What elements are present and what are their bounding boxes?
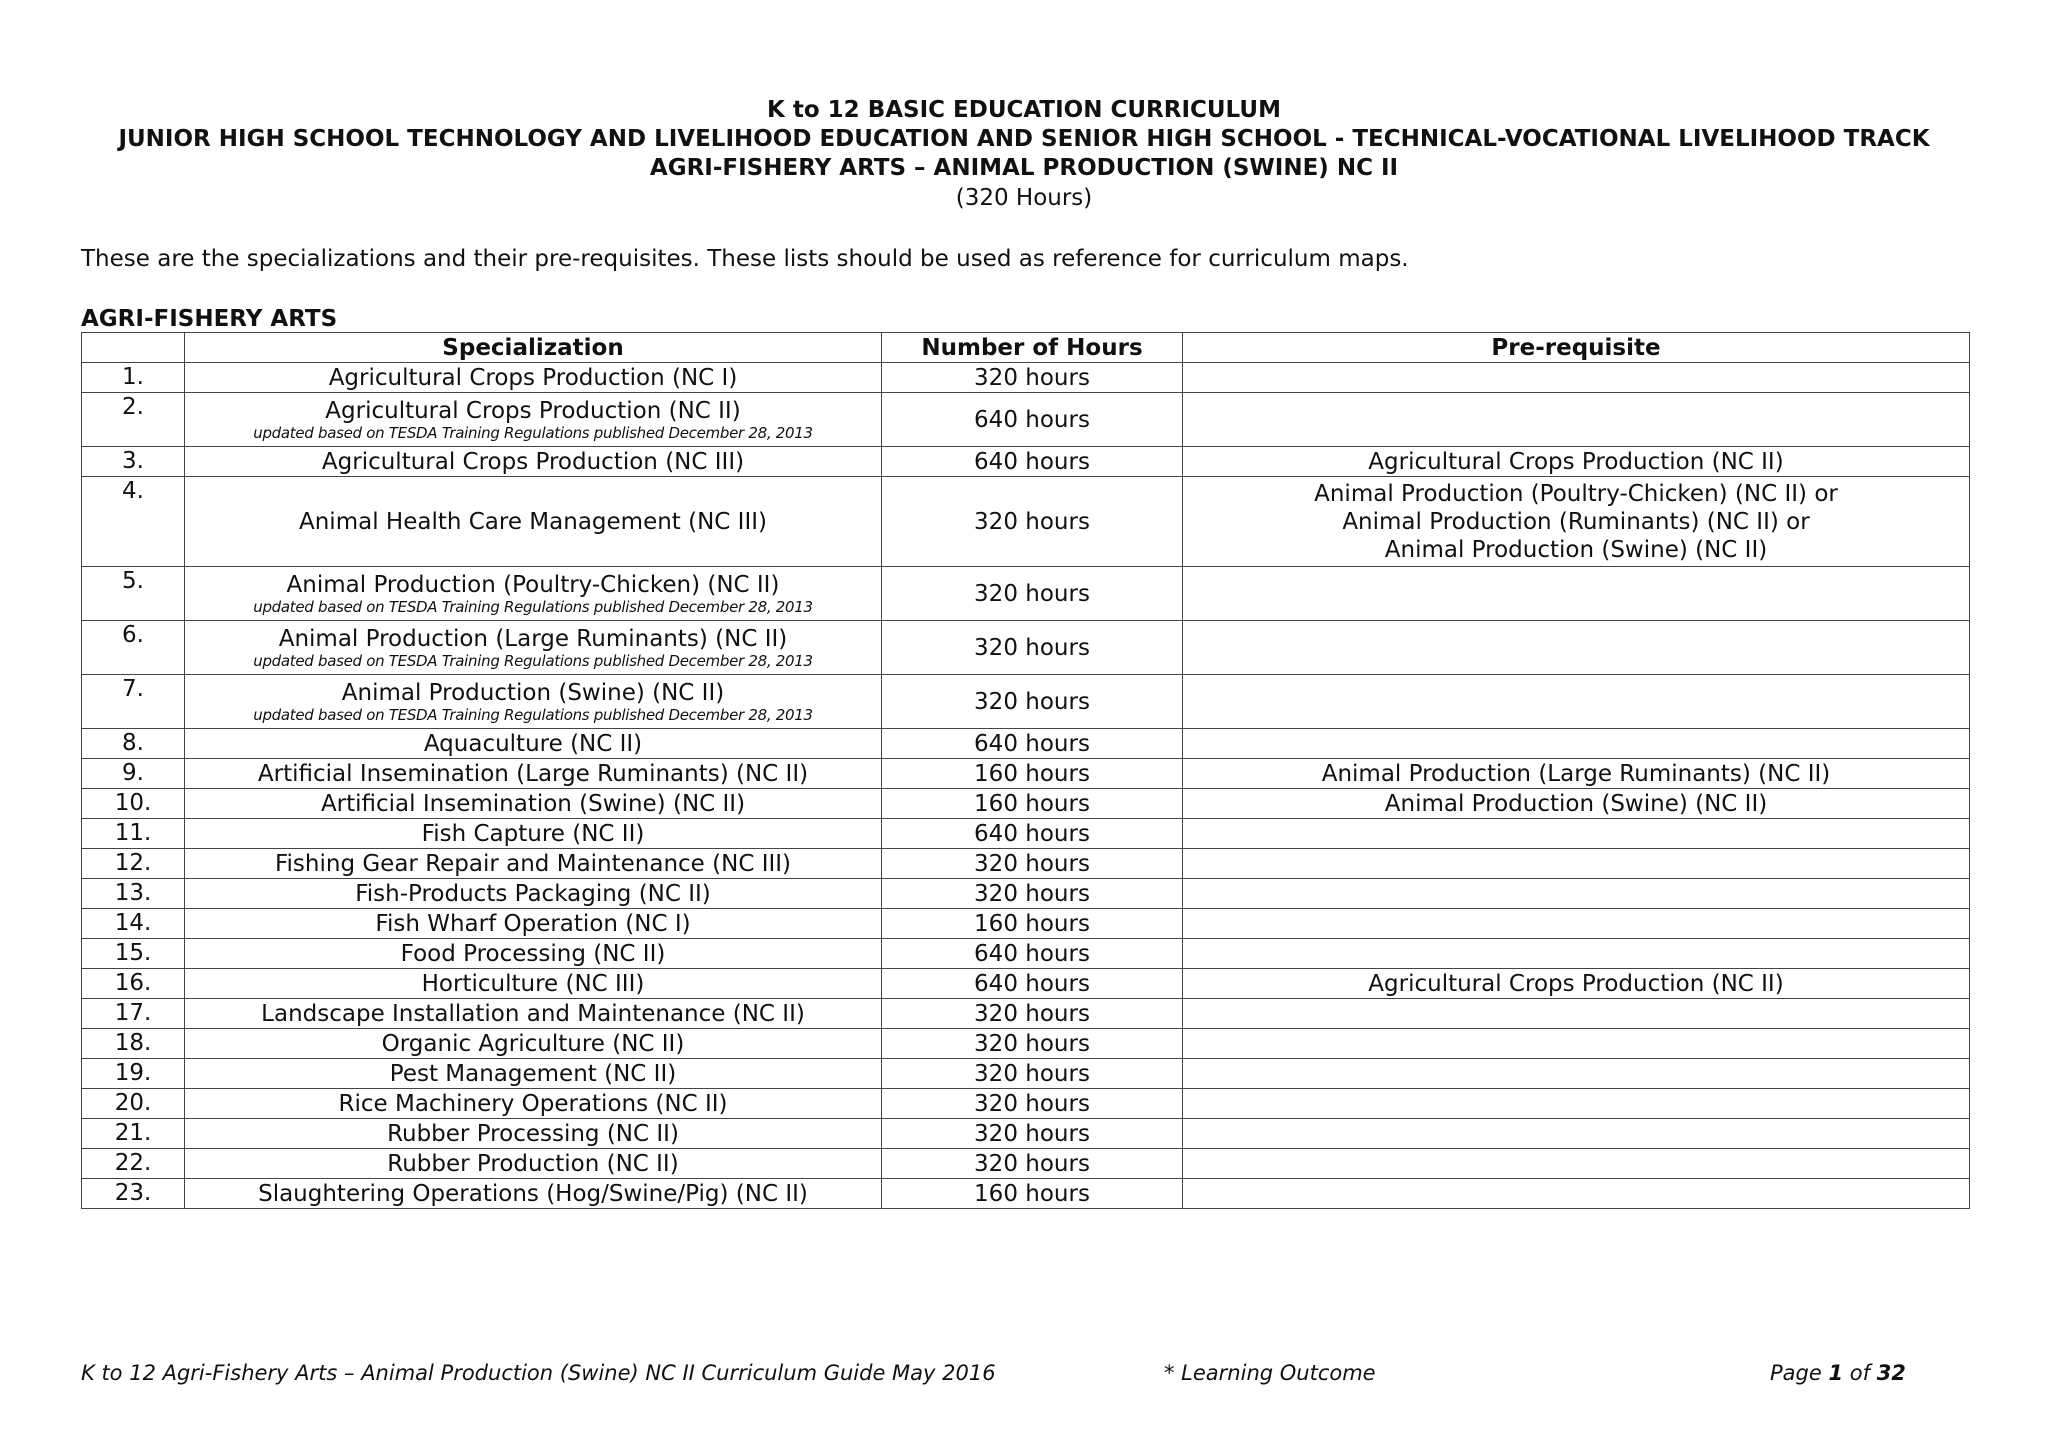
row-number: 18. xyxy=(82,1029,185,1059)
specialization-cell xyxy=(185,969,882,999)
specialization-name: Artificial Insemination (Swine) (NC II) xyxy=(320,790,746,817)
specialization-table xyxy=(81,332,1970,1209)
table-row xyxy=(82,621,1970,675)
hours-cell: 320 hours xyxy=(882,363,1183,393)
row-number: 4. xyxy=(82,477,185,567)
specialization-name: Fish Wharf Operation (NC I) xyxy=(375,910,691,937)
column-header-number xyxy=(82,333,185,363)
specialization-cell xyxy=(185,849,882,879)
specialization-cell xyxy=(185,999,882,1029)
hours-cell: 320 hours xyxy=(882,1059,1183,1089)
table-row xyxy=(82,1179,1970,1209)
table-row xyxy=(82,729,1970,759)
hours-cell: 640 hours xyxy=(882,939,1183,969)
section-heading: AGRI-FISHERY ARTS xyxy=(81,306,338,332)
prerequisite-line: Agricultural Crops Production (NC II) xyxy=(1368,448,1784,475)
specialization-name: Fishing Gear Repair and Maintenance (NC III) xyxy=(274,850,792,877)
specialization-name: Horticulture (NC III) xyxy=(421,970,645,997)
row-number: 16. xyxy=(82,969,185,999)
specialization-cell xyxy=(185,567,882,621)
footer-document-title: K to 12 Agri-Fishery Arts – Animal Production (Swine) NC II Curriculum Guide May 2016 xyxy=(81,1361,996,1385)
table-row xyxy=(82,849,1970,879)
table-row xyxy=(82,1029,1970,1059)
specialization-name: Slaughtering Operations (Hog/Swine/Pig) (NC II) xyxy=(258,1180,808,1207)
specialization-note: updated based on TESDA Training Regulations published December 28, 2013 xyxy=(253,598,813,616)
prerequisite-cell xyxy=(1183,447,1970,477)
hours-cell: 320 hours xyxy=(882,621,1183,675)
prerequisite-cell xyxy=(1183,567,1970,621)
row-number: 1. xyxy=(82,363,185,393)
specialization-name: Animal Production (Large Ruminants) (NC II) xyxy=(278,626,788,652)
specialization-name: Fish Capture (NC II) xyxy=(421,820,645,847)
table-row xyxy=(82,789,1970,819)
page-of: of xyxy=(1843,1361,1877,1385)
prerequisite-line: Animal Production (Large Ruminants) (NC II) xyxy=(1321,760,1831,787)
specialization-name: Rubber Production (NC II) xyxy=(387,1150,679,1177)
prerequisite-cell xyxy=(1183,675,1970,729)
table-row xyxy=(82,819,1970,849)
table-row xyxy=(82,675,1970,729)
prerequisite-cell xyxy=(1183,393,1970,447)
hours-cell: 320 hours xyxy=(882,999,1183,1029)
row-number: 17. xyxy=(82,999,185,1029)
intro-text: These are the specializations and their pre-requisites. These lists should be used as reference for curriculum maps. xyxy=(81,246,1409,272)
table-row xyxy=(82,939,1970,969)
column-header-prerequisite: Pre-requisite xyxy=(1183,333,1970,363)
course-title: AGRI-FISHERY ARTS – ANIMAL PRODUCTION (SWINE) NC II xyxy=(649,155,1399,181)
specialization-name: Animal Production (Swine) (NC II) xyxy=(341,680,725,706)
specialization-cell xyxy=(185,789,882,819)
table-row xyxy=(82,393,1970,447)
row-number: 2. xyxy=(82,393,185,447)
specialization-name: Aquaculture (NC II) xyxy=(423,730,643,757)
prerequisite-cell xyxy=(1183,759,1970,789)
specialization-name: Food Processing (NC II) xyxy=(400,940,666,967)
page-prefix: Page xyxy=(1770,1361,1829,1385)
prerequisite-cell xyxy=(1183,1029,1970,1059)
table-row xyxy=(82,759,1970,789)
hours-cell: 640 hours xyxy=(882,393,1183,447)
prerequisite-line: Animal Production (Ruminants) (NC II) or xyxy=(1342,508,1810,535)
prerequisite-cell xyxy=(1183,477,1970,567)
table-header-row xyxy=(82,333,1970,363)
specialization-name: Artificial Insemination (Large Ruminants) (NC II) xyxy=(257,760,809,787)
table-body xyxy=(82,363,1970,1209)
table-row xyxy=(82,567,1970,621)
specialization-name: Agricultural Crops Production (NC II) xyxy=(325,398,741,424)
row-number: 10. xyxy=(82,789,185,819)
specialization-cell xyxy=(185,1119,882,1149)
specialization-cell xyxy=(185,363,882,393)
course-hours: (320 Hours) xyxy=(955,185,1093,211)
specialization-cell xyxy=(185,939,882,969)
prerequisite-cell xyxy=(1183,969,1970,999)
specialization-cell xyxy=(185,759,882,789)
row-number: 19. xyxy=(82,1059,185,1089)
hours-cell: 320 hours xyxy=(882,1119,1183,1149)
page-total: 32 xyxy=(1876,1361,1906,1385)
hours-cell: 320 hours xyxy=(882,849,1183,879)
prerequisite-cell xyxy=(1183,729,1970,759)
hours-cell: 320 hours xyxy=(882,1149,1183,1179)
specialization-cell xyxy=(185,909,882,939)
hours-cell: 320 hours xyxy=(882,675,1183,729)
specialization-name: Fish-Products Packaging (NC II) xyxy=(355,880,711,907)
specialization-note: updated based on TESDA Training Regulations published December 28, 2013 xyxy=(253,424,813,442)
row-number: 22. xyxy=(82,1149,185,1179)
specialization-cell xyxy=(185,1149,882,1179)
prerequisite-cell xyxy=(1183,999,1970,1029)
program-title: JUNIOR HIGH SCHOOL TECHNOLOGY AND LIVELIHOOD EDUCATION AND SENIOR HIGH SCHOOL - TECHNICAL-VOCATIONAL LIVELIHOOD TRACK xyxy=(118,126,1930,152)
prerequisite-cell xyxy=(1183,849,1970,879)
specialization-name: Rubber Processing (NC II) xyxy=(387,1120,679,1147)
hours-cell: 320 hours xyxy=(882,1089,1183,1119)
prerequisite-cell xyxy=(1183,939,1970,969)
column-header-hours: Number of Hours xyxy=(882,333,1183,363)
prerequisite-cell xyxy=(1183,879,1970,909)
hours-cell: 320 hours xyxy=(882,477,1183,567)
specialization-name: Landscape Installation and Maintenance (NC II) xyxy=(261,1000,805,1027)
specialization-name: Animal Health Care Management (NC III) xyxy=(299,508,767,535)
row-number: 7. xyxy=(82,675,185,729)
prerequisite-line: Animal Production (Poultry-Chicken) (NC II) or xyxy=(1314,480,1838,507)
specialization-cell xyxy=(185,1179,882,1209)
row-number: 12. xyxy=(82,849,185,879)
specialization-cell xyxy=(185,621,882,675)
specialization-name: Agricultural Crops Production (NC I) xyxy=(328,364,738,391)
specialization-cell xyxy=(185,1089,882,1119)
prerequisite-cell xyxy=(1183,909,1970,939)
specialization-name: Rice Machinery Operations (NC II) xyxy=(338,1090,728,1117)
row-number: 13. xyxy=(82,879,185,909)
specialization-cell xyxy=(185,1029,882,1059)
table-row xyxy=(82,879,1970,909)
prerequisite-line: Animal Production (Swine) (NC II) xyxy=(1384,536,1768,563)
row-number: 8. xyxy=(82,729,185,759)
hours-cell: 320 hours xyxy=(882,1029,1183,1059)
table-row xyxy=(82,477,1970,567)
hours-cell: 160 hours xyxy=(882,1179,1183,1209)
row-number: 6. xyxy=(82,621,185,675)
table-row xyxy=(82,1059,1970,1089)
specialization-cell xyxy=(185,675,882,729)
hours-cell: 640 hours xyxy=(882,969,1183,999)
hours-cell: 160 hours xyxy=(882,759,1183,789)
specialization-cell xyxy=(185,879,882,909)
page-current: 1 xyxy=(1828,1361,1844,1385)
row-number: 9. xyxy=(82,759,185,789)
specialization-note: updated based on TESDA Training Regulations published December 28, 2013 xyxy=(253,652,813,670)
prerequisite-cell xyxy=(1183,621,1970,675)
prerequisite-cell xyxy=(1183,1059,1970,1089)
table-row xyxy=(82,1089,1970,1119)
column-header-specialization: Specialization xyxy=(185,333,882,363)
row-number: 15. xyxy=(82,939,185,969)
prerequisite-cell xyxy=(1183,1119,1970,1149)
prerequisite-cell xyxy=(1183,1149,1970,1179)
table-row xyxy=(82,909,1970,939)
prerequisite-line: Agricultural Crops Production (NC II) xyxy=(1368,970,1784,997)
specialization-name: Pest Management (NC II) xyxy=(389,1060,677,1087)
hours-cell: 640 hours xyxy=(882,819,1183,849)
hours-cell: 640 hours xyxy=(882,447,1183,477)
hours-cell: 160 hours xyxy=(882,789,1183,819)
table-row xyxy=(82,1149,1970,1179)
specialization-cell xyxy=(185,1059,882,1089)
title-block xyxy=(0,96,2048,213)
footer-legend: * Learning Outcome xyxy=(1164,1361,1376,1385)
prerequisite-cell xyxy=(1183,819,1970,849)
hours-cell: 640 hours xyxy=(882,729,1183,759)
specialization-name: Animal Production (Poultry-Chicken) (NC II) xyxy=(286,572,780,598)
prerequisite-cell xyxy=(1183,1089,1970,1119)
row-number: 23. xyxy=(82,1179,185,1209)
row-number: 5. xyxy=(82,567,185,621)
specialization-name: Agricultural Crops Production (NC III) xyxy=(321,448,745,475)
prerequisite-cell xyxy=(1183,789,1970,819)
table-row xyxy=(82,1119,1970,1149)
prerequisite-cell xyxy=(1183,363,1970,393)
specialization-name: Organic Agriculture (NC II) xyxy=(381,1030,685,1057)
specialization-note: updated based on TESDA Training Regulations published December 28, 2013 xyxy=(253,706,813,724)
specialization-cell xyxy=(185,477,882,567)
hours-cell: 320 hours xyxy=(882,879,1183,909)
specialization-cell xyxy=(185,729,882,759)
specialization-cell xyxy=(185,447,882,477)
row-number: 14. xyxy=(82,909,185,939)
curriculum-title: K to 12 BASIC EDUCATION CURRICULUM xyxy=(767,97,1281,123)
row-number: 11. xyxy=(82,819,185,849)
hours-cell: 160 hours xyxy=(882,909,1183,939)
specialization-cell xyxy=(185,819,882,849)
row-number: 21. xyxy=(82,1119,185,1149)
table-row xyxy=(82,999,1970,1029)
hours-cell: 320 hours xyxy=(882,567,1183,621)
prerequisite-line: Animal Production (Swine) (NC II) xyxy=(1384,790,1768,817)
footer-page-number xyxy=(1770,1361,1906,1385)
prerequisite-cell xyxy=(1183,1179,1970,1209)
table-row xyxy=(82,969,1970,999)
table-row xyxy=(82,363,1970,393)
table-row xyxy=(82,447,1970,477)
specialization-cell xyxy=(185,393,882,447)
row-number: 3. xyxy=(82,447,185,477)
row-number: 20. xyxy=(82,1089,185,1119)
